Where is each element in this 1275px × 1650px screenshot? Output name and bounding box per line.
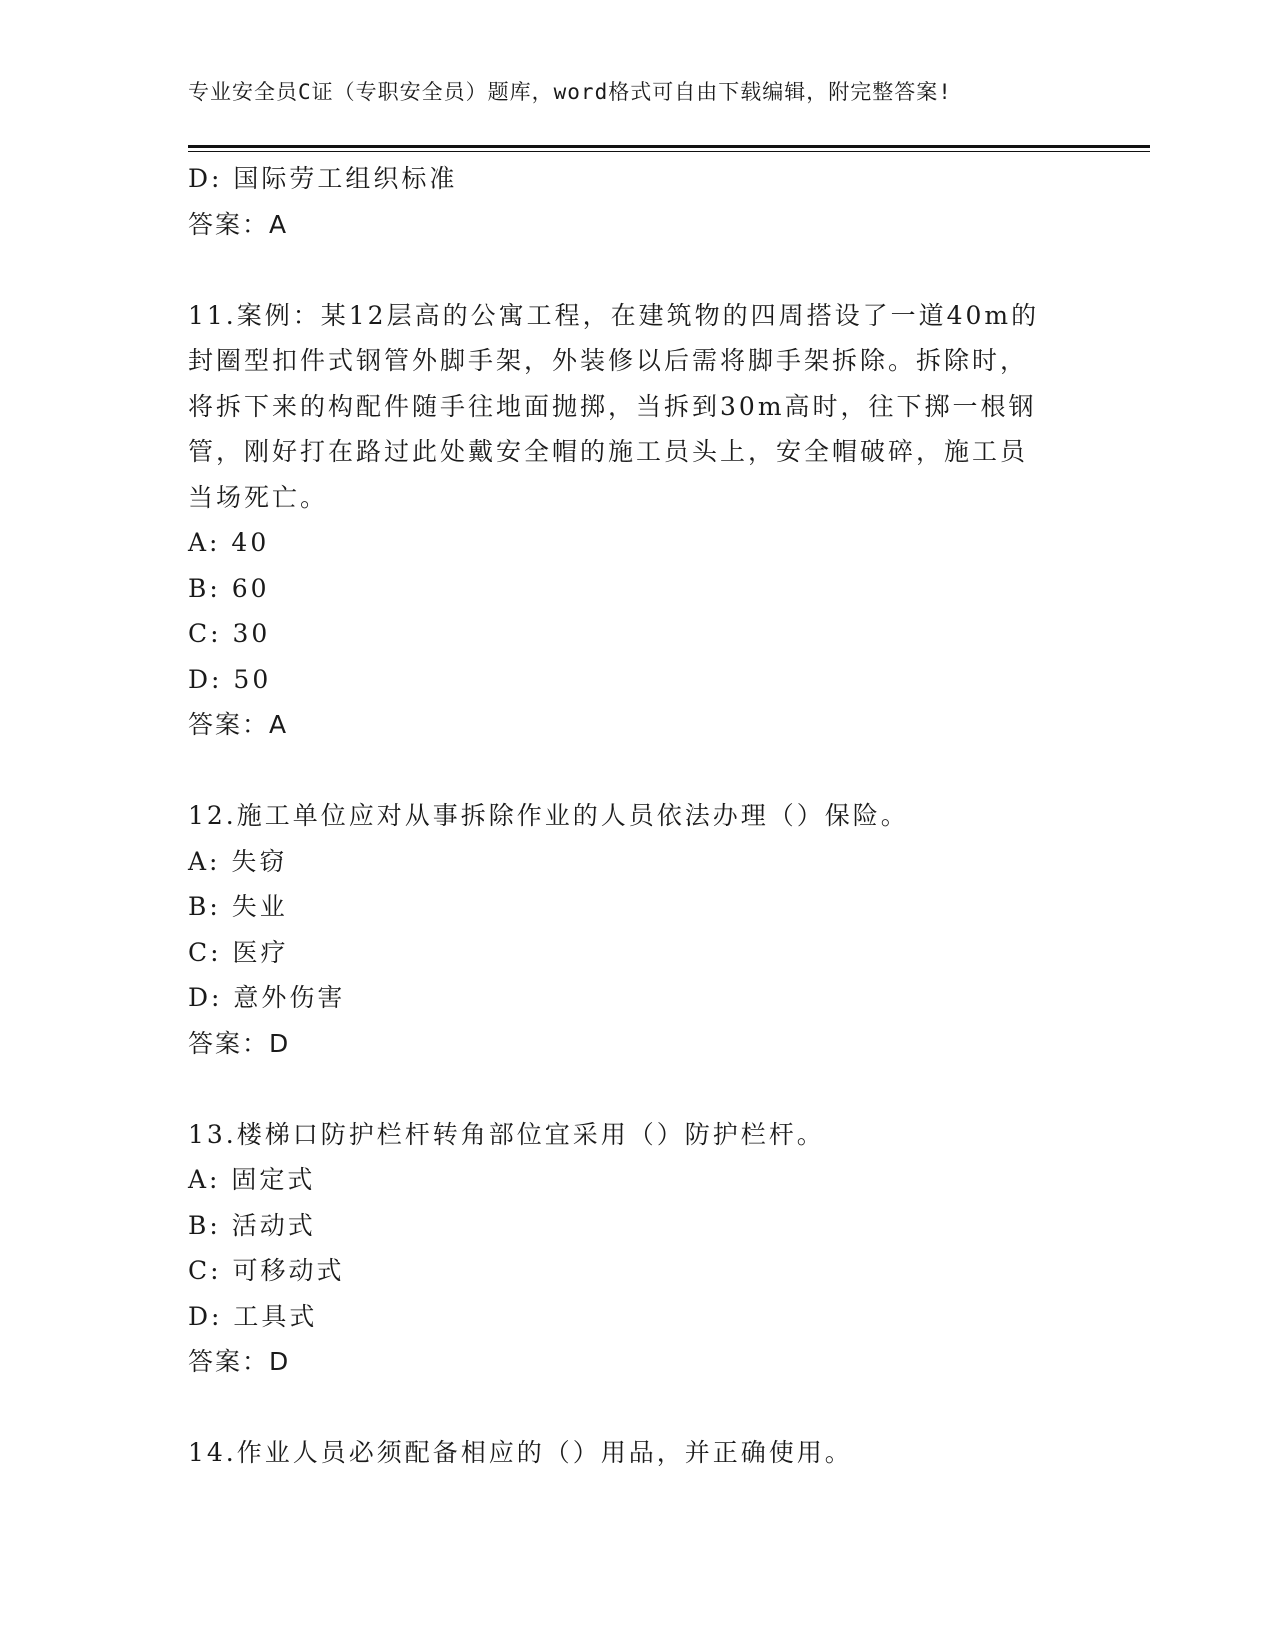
option-c: C: 医疗	[188, 937, 289, 967]
spacer	[188, 1066, 1068, 1112]
option-d: D: 意外伤害	[188, 983, 346, 1012]
option-d: D: 50	[188, 664, 272, 694]
question-11	[188, 293, 1068, 748]
question-stem-line: 将拆下来的构配件随手往地面抛掷，当拆到30m高时，往下掷一根钢	[188, 391, 1037, 421]
question-14	[188, 1430, 1068, 1476]
option-b: B: 失业	[188, 892, 288, 921]
option-d: D: 国际劳工组织标准	[188, 164, 458, 193]
question-13	[188, 1112, 1068, 1385]
option-b: B: 60	[188, 573, 270, 603]
option-a: A: 固定式	[188, 1165, 316, 1194]
question-stem-line: 封圈型扣件式钢管外脚手架，外装修以后需将脚手架拆除。拆除时，	[188, 346, 1029, 375]
answer-line: 答案：D	[188, 1028, 291, 1058]
question-12	[188, 793, 1068, 1066]
spacer	[188, 247, 1068, 293]
option-b: B: 活动式	[188, 1210, 316, 1240]
header-divider-thin	[188, 151, 1150, 152]
question-stem: 13.楼梯口防护栏杆转角部位宜采用（）防护栏杆。	[188, 1119, 825, 1149]
page-header: 专业安全员C证（专职安全员）题库，word格式可自由下载编辑，附完整答案!	[188, 80, 952, 104]
question-stem-line: 管，刚好打在路过此处戴安全帽的施工员头上，安全帽破碎，施工员	[188, 437, 1029, 466]
answer-line: 答案：A	[188, 209, 289, 239]
option-a: A: 40	[188, 528, 270, 557]
option-c: C: 30	[188, 619, 271, 648]
option-d: D: 工具式	[188, 1301, 318, 1331]
question-stem: 14.作业人员必须配备相应的（）用品，并正确使用。	[188, 1438, 853, 1467]
spacer	[188, 1385, 1068, 1431]
header-divider-thick	[188, 145, 1150, 148]
spacer	[188, 748, 1068, 794]
question-stem: 12.施工单位应对从事拆除作业的人员依法办理（）保险。	[188, 801, 909, 830]
question-stem-line: 当场死亡。	[188, 482, 329, 512]
option-a: A: 失窃	[188, 846, 288, 876]
document-body	[188, 156, 1068, 1476]
answer-line: 答案：A	[188, 710, 289, 739]
answer-line: 答案：D	[188, 1347, 291, 1376]
question-stem-line: 11.案例：某12层高的公寓工程，在建筑物的四周搭设了一道40m的	[188, 300, 1040, 330]
option-c: C: 可移动式	[188, 1256, 345, 1285]
